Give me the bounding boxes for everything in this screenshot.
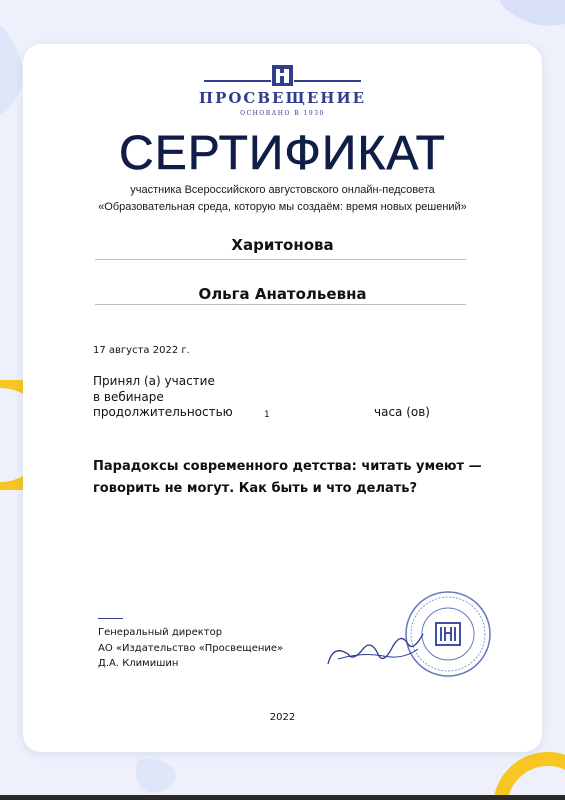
subtitle-line-1: участника Всероссийского августовского онлайн-педсовета — [130, 184, 435, 196]
decor-shape-top-right — [495, 0, 565, 30]
recipient-surname: Харитонова — [231, 236, 334, 254]
signature-scribble-icon — [323, 624, 433, 674]
certificate-card — [23, 44, 542, 752]
bottom-edge-strip — [0, 795, 565, 800]
certificate-title: СЕРТИФИКАТ — [119, 127, 446, 180]
certificate-year: 2022 — [269, 712, 296, 723]
participation-line-2: в вебинаре — [93, 390, 164, 404]
subtitle-line-2: «Образовательная среда, которую мы создаём: время новых решений» — [98, 201, 467, 213]
webinar-topic: Парадоксы современного детства: читать умеют — говорить не могут. Как быть и что делать? — [93, 459, 482, 496]
decor-shape-bottom-left — [130, 755, 180, 795]
brand-founded: ОСНОВАНО В 1930 — [240, 110, 325, 117]
given-names-underline — [95, 304, 466, 305]
surname-underline — [95, 259, 466, 260]
signatory-name: Д.А. Климишин — [98, 658, 179, 669]
recipient-given-names: Ольга Анатольевна — [198, 285, 367, 303]
duration-hours: 1 — [264, 410, 270, 420]
brand-name: ПРОСВЕЩЕНИЕ — [198, 89, 367, 107]
participation-line-3: продолжительностью — [93, 405, 233, 419]
duration-unit: часа (ов) — [374, 405, 430, 419]
signatory-organization: АО «Издательство «Просвещение» — [98, 643, 284, 654]
participation-line-1: Принял (а) участие — [93, 374, 215, 388]
signature-accent-line — [98, 618, 123, 619]
event-date: 17 августа 2022 г. — [93, 345, 190, 356]
decor-yellow-ring-bottom-right — [480, 745, 565, 800]
signatory-title: Генеральный директор — [98, 627, 223, 638]
